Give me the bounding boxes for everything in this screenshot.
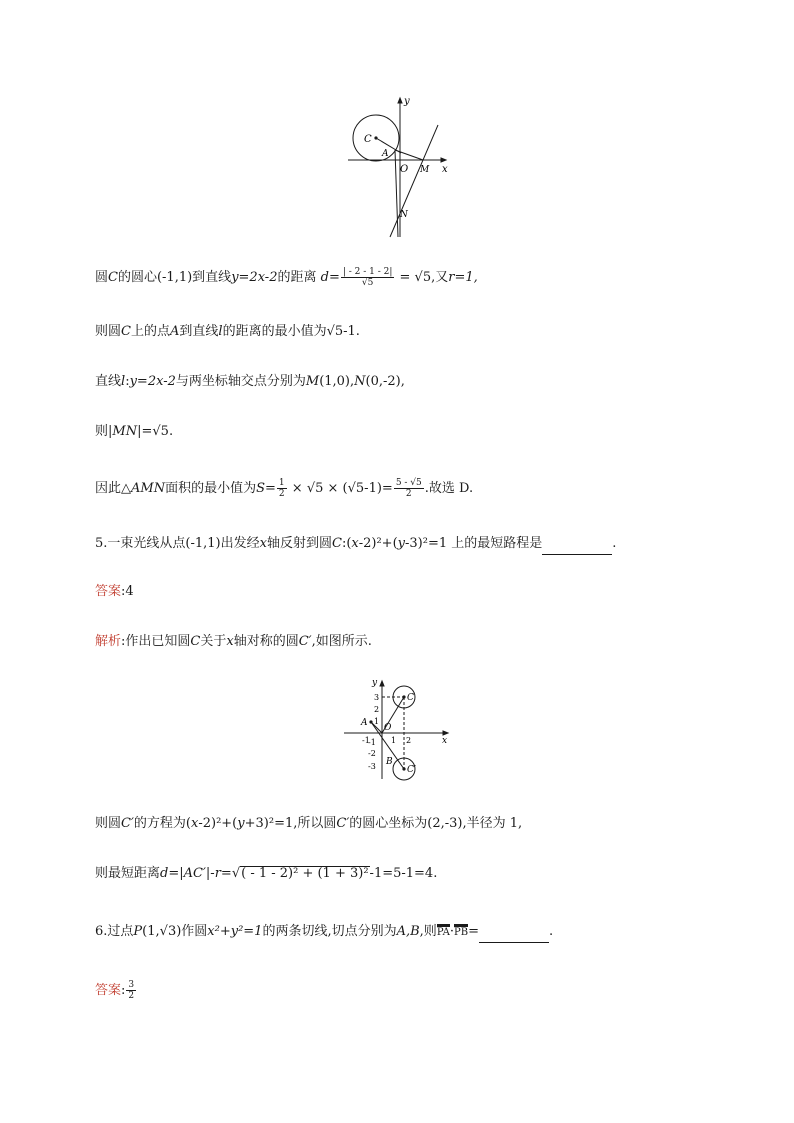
text-span: √5 [361,278,374,288]
y-axis-arrow [380,681,384,686]
text-span: l [218,324,223,339]
text-span: × [287,481,307,496]
text-span: ,则 [419,924,437,939]
tick-y-1: 1 [374,717,380,726]
text-span: )作圆 [176,924,208,939]
half-fraction [277,478,287,499]
text-span: 圆 [95,270,109,285]
text-span: . [168,424,174,439]
question-6 [95,922,553,943]
text-span: 的距离 [277,270,317,285]
text-span: - [210,866,215,881]
answer-fraction [126,980,136,1001]
label-a: A [382,149,389,159]
text-span: 过点 [107,924,134,939]
text-span: AMN [131,481,166,496]
text-span: 则最短距离 [95,866,161,881]
text-span: d= [320,270,340,285]
question-5 [95,534,616,555]
text-span: C [331,536,342,551]
text-span: = [468,924,479,939]
x-axis-arrow [443,731,448,735]
text-span: (1, [142,924,160,939]
text-span: | - 2 - 1 - 2| [342,267,393,277]
point-c-prime [402,767,405,770]
paragraph-intercepts [95,372,405,392]
text-span: l [121,374,126,389]
text-span: d= [160,866,180,881]
y-axis-arrow [398,98,402,103]
text-span: y [397,536,406,551]
text-span: :作出已知圆 [121,634,191,649]
text-span: : [121,983,126,998]
text-span: 6. [95,924,108,939]
text-span: √5 [326,324,344,339]
text-span: . [612,536,617,551]
text-span: 一束光线从点(-1,1)出发经 [107,536,260,551]
text-span: 轴反射到圆 [266,536,332,551]
text-span: C [190,634,201,649]
text-span: y [237,816,245,831]
text-span: 因此△ [95,481,131,496]
text-span: 答案 [95,983,122,998]
text-span: = [141,424,153,439]
text-span: -3)²=1 上的最短路程是 [405,536,543,551]
label-y: y [372,678,378,688]
text-span: √3 [159,924,177,939]
point-a [369,720,372,723]
text-span: y=2x-2 [231,270,278,285]
text-span: :( [341,536,352,551]
text-span: = [220,866,232,881]
text-span: x [351,536,359,551]
text-span: x [259,536,267,551]
text-span: √5 [347,481,365,496]
paragraph-c-prime-equation [95,814,522,834]
text-span: 的圆心坐标为(2,-3),半径为 1, [349,816,523,831]
paragraph-mn-length [95,422,173,442]
text-span: 答案 [95,584,122,599]
tick-y-neg3: -3 [368,762,376,771]
text-span: : [125,374,130,389]
text-span: 直线 [95,374,122,389]
text-span: y=2x-2 [129,374,176,389]
answer-5 [95,582,134,602]
text-span: (1,0), [319,374,355,389]
x-axis-arrow [441,158,446,162]
text-span: x [226,634,234,649]
center-c-point [374,136,377,139]
text-span: 2 [278,489,285,499]
text-span: P [133,924,143,939]
text-span: M [305,374,320,389]
label-x: x [442,736,448,746]
text-span: · [449,924,454,939]
text-span: √5 [414,270,432,285]
tick-x-1: 1 [391,736,397,745]
text-span: 2 [405,489,412,499]
answer-6 [95,980,137,1001]
text-span: (0,-2), [365,374,405,389]
text-span: :4 [121,584,134,599]
text-span: 上的点 [130,324,170,339]
text-span: 面积的最小值为 [165,481,257,496]
vector-pa: PA [437,924,450,939]
text-span: -1. [343,324,360,339]
text-span: 轴对称的圆 [233,634,299,649]
text-span: 5. [95,536,108,551]
text-span: 则圆 [95,324,122,339]
text-span: 的距离的最小值为 [222,324,327,339]
label-a: A [361,718,368,728]
label-o: O [384,723,392,733]
text-span: × ( [323,481,348,496]
text-span: 到直线 [179,324,219,339]
answer-blank-5 [542,534,612,555]
tick-y-3: 3 [374,693,380,702]
segment-a-m [395,150,423,160]
label-c: C [407,693,414,703]
text-span: 2 [128,991,135,1001]
distance-fraction [341,267,395,288]
label-c: C [364,134,372,145]
text-span: 与两坐标轴交点分别为 [175,374,306,389]
text-span: ,又 [431,270,449,285]
label-y: y [404,96,410,107]
text-span: 的方程为( [133,816,191,831]
text-span: |AC′| [179,866,211,881]
label-n: N [400,210,408,220]
tick-y-neg1: -1 [368,738,376,747]
figure-reflection [340,675,455,785]
text-span: +3)²=1,所以圆 [244,816,337,831]
text-span: r [214,866,221,881]
label-c-prime: C′ [407,765,416,775]
tick-y-2: 2 [374,705,380,714]
text-span: N [354,374,366,389]
text-span: 的圆心(-1,1)到直线 [117,270,232,285]
paragraph-min-area [95,478,473,499]
text-span: 则圆 [95,816,122,831]
tick-y-neg2: -2 [368,749,376,758]
text-span: √5 [306,481,324,496]
text-span: C′ [336,816,350,831]
label-o: O [400,164,409,175]
solution-5-intro [95,632,372,652]
text-span: |MN| [108,424,142,439]
text-span: -2)²+( [198,816,238,831]
figure-circle-line [340,92,460,242]
text-span: = [395,270,415,285]
sqrt-radicand: ( - 1 - 2)² + (1 + 3)² [241,866,369,881]
vector-pb: PB [454,924,468,939]
text-span: x [191,816,199,831]
text-span: C [121,324,131,339]
text-span: -2)²+( [358,536,398,551]
text-span: C [108,270,118,285]
text-span: S= [256,481,276,496]
text-span: ,如图所示. [311,634,372,649]
text-span: 关于 [200,634,227,649]
text-span: 则 [95,424,109,439]
text-span: x²+y²=1 [207,924,263,939]
area-fraction [394,478,424,499]
text-span: A [169,324,180,339]
text-span: . [548,924,554,939]
text-span: r=1, [448,270,478,285]
text-span: C′ [298,634,312,649]
paragraph-min-distance [95,322,360,342]
label-m: M [420,165,430,175]
text-span: C′ [121,816,134,831]
answer-blank-6 [479,922,549,943]
text-span: -1)= [364,481,393,496]
tick-x-2: 2 [406,736,412,745]
tick-x-neg1: -1 [362,736,370,745]
text-span: -1=5-1=4. [369,866,438,881]
text-span: .故选 D. [424,481,474,496]
text-span: 3 [128,980,135,990]
text-span: 5 - √5 [395,478,422,488]
text-span: A,B [396,924,420,939]
label-b: B [386,757,393,767]
text-span: 解析 [95,634,122,649]
point-c [402,695,405,698]
paragraph-shortest-distance: 则最短距离d=|AC′|-r=√( - 1 - 2)² + (1 + 3)²-1=5-1=4. [95,866,438,881]
text-span: √5 [152,424,169,439]
paragraph-distance [95,267,478,288]
text-span: 的两条切线,切点分别为 [262,924,397,939]
text-span: 1 [278,478,285,488]
label-x: x [442,164,448,175]
